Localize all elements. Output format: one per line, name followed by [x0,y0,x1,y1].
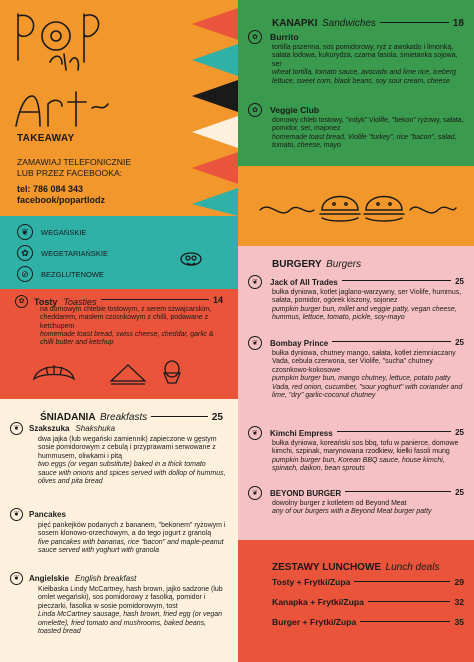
burger-item-pl: bułka dyniowa, kotlet jaglano-warzywny, ser Violife, hummus, sałata, pomidor, ogórek kiszony, sojonez [272,289,462,305]
burger-item-price: 25 [455,276,464,286]
burger-item-name: BEYOND BURGER [270,488,342,498]
leaf-icon: ❦ [248,275,262,289]
breakfast-item-name: Szakszuka [29,424,70,433]
breakfast-title: ŚNIADANIA [40,412,96,423]
sandwich-item-en: homemade toast bread, Violife "turkey", rice "bacon", salad, tomato, cheese, mayo [272,133,457,150]
burger-item-price: 25 [455,427,464,437]
burger-item-pl: bułka dyniowa, koreański sos bbq, tofu w panierce, domowe kimchi, szpinak, marynowana rzodkiew, kiełki fasoli mung [272,440,459,456]
takeaway-title: TAKEAWAY [17,133,75,144]
tosty-name: Tosty [34,296,58,307]
burger-item-en: any of our burgers with a Beyond Meat burger patty [272,508,432,516]
phone-number[interactable]: tel: 786 084 343 [17,184,84,194]
breakfast-item-name: Pancakes [29,510,66,519]
burger-item-price: 25 [455,487,464,497]
facebook-link[interactable]: facebook/popartlodz [17,195,106,205]
sandwiches-price: 18 [452,18,464,29]
burgers-panel [238,246,474,540]
breakfast-item-en: Linda McCartney sausage, hash brown, fried egg (or vegan omelette), fried tomato and mushrooms, baked beans, toasted bread [38,611,223,636]
breakfast-item-en: two eggs (or vegan substitute) baked in a thick tomato sauce with onions and spices served with dollop of hummus, olives and pita bread [38,461,226,486]
leaf-icon: ❦ [248,336,262,350]
vegetarian-icon: ✿ [15,295,28,308]
lunch-item [272,617,464,627]
legend-vegetarian: WEGETARIAŃSKIE [41,248,108,258]
breakfast-item-en: five pancakes with bananas, rice "bacon" and maple-peanut sauce served with yoghurt with granola [38,538,224,555]
sandwich-item-name: Burrito [270,32,299,42]
logo [10,8,130,130]
burger-illustration-panel [238,166,474,246]
legend-glutenfree: BEZGLUTENOWE [41,269,104,279]
burger-item [248,486,464,517]
lunch-item-price: 32 [454,597,464,607]
legend-vegan: WEGAŃSKIE [41,227,87,237]
lunch-item [272,577,464,587]
vegetarian-icon: ✿ [17,245,33,261]
burger-item-en: pumpkin burger bun, millet and veggie patty, vegan cheese, hummus, lettuce, tomato, pickle, soy-mayo [272,305,457,322]
breakfast-item [10,572,226,636]
leaf-icon: ❦ [248,426,262,440]
burgers-sub: Burgers [326,259,362,270]
lunch-panel [238,540,474,662]
takeaway-line1: ZAMAWIAJ TELEFONICZNIE [17,157,132,167]
leaf-icon: ❦ [248,486,262,500]
sandwiches-sub: Sandwiches [322,18,376,29]
burger-item [248,426,464,474]
lunch-item-price: 29 [454,577,464,587]
sandwich-item [248,30,466,86]
takeaway-line2: LUB PRZEZ FACEBOOKA: [17,168,123,178]
sandwiches-panel [238,0,474,166]
burger-item-name: Kimchi Empress [270,428,333,438]
breakfast-item-sub: English breakfast [75,574,137,583]
sandwich-item-name: Veggie Club [270,105,320,115]
breakfast-sub: Breakfasts [100,412,148,423]
leaf-icon: ❦ [17,224,33,240]
lunch-title: ZESTAWY LUNCHOWE [272,562,382,573]
sandwich-item-en: wheat tortilla, tomato sauce, avocado and lime rice, iceberg lettuce, sweet corn, black beans, soy sour cream, cheese [272,69,457,85]
breakfast-item-pl: dwa jajka (lub wegański zamiennik) zapieczone w gęstym sosie pomidorowym z cebulą i przyprawami serwowane z hummusem, oliwkami i pitą [38,436,217,460]
lunch-item-name: Burger + Frytki/Zupa [272,617,357,627]
decorative-triangles [178,0,238,400]
tosty-sub: Toasties [63,296,97,307]
leaf-icon: ❦ [10,572,23,585]
tosty-desc-en: homemade toast bread, swiss cheese, cheddar, garlic & chilli butter and ketchup [40,331,214,347]
burgers-doodle-icon [258,184,458,234]
lunch-item-name: Tosty + Frytki/Zupa [272,577,351,587]
lunch-item [272,597,464,607]
sandwiches-title: KANAPKI [272,18,318,29]
burger-item [248,336,464,400]
burgers-title: BURGERY [272,259,322,270]
lunch-item-price: 35 [454,617,464,627]
croissant-icon [30,359,78,387]
sandwich-item-pl: domowy chleb tostowy, "indyk" Violife, "bekon" ryżowy, sałata, pomidor, ser, majonez [272,117,464,133]
lunch-sub: Lunch deals [385,562,440,573]
breakfast-item-sub: Shakshuka [75,424,116,433]
burger-item-price: 25 [455,337,464,347]
burger-item [248,275,464,323]
breakfast-item-pl: pięć pankejków podanych z bananem, "bekonem" ryżowym i sosem klonowo-orzechowym, a do tego jogurt z granolą [38,522,226,538]
sandwich-item-pl: tortilla pszenna, sos pomidorowy, ryż z awokado i limonką, sałata lodowa, kukurydza, czarna fasola, śmietanka sojowa, ser [272,44,458,68]
burger-item-pl: bułka dyniowa, chutney mango, sałata, kotlet ziemniaczany Vada, cebula czerwona, ser Violife, "sucha" chutney czosnkowo-kokosowe [272,350,456,374]
breakfast-item-pl: Kiełbaska Lindy McCartney, hash brown, jajko sadzone (lub omlet wegański), sos pomidorowy z fasolką, pomidor i pieczarki, fasolka w sosie pomidorowym, tost [38,586,223,610]
burger-item-name: Bombay Prince [270,338,329,348]
burger-item-pl: dowolny burger z kotletem od Beyond Meat [272,500,407,507]
leaf-icon: ❦ [10,422,23,435]
burger-item-en: pumpkin burger bun, Korean BBQ sauce, house kimchi, spinach, daikon, bean sprouts [272,456,445,473]
tosty-price: 14 [212,295,223,305]
breakfast-panel [0,399,238,662]
wheat-crossed-icon: ⊘ [17,266,33,282]
sandwich-item [248,103,466,151]
vegetarian-icon: ✿ [248,30,262,44]
breakfast-price: 25 [211,412,223,423]
breakfast-item-name: Angielskie [29,574,70,583]
tosty-desc-pl: na domowym chlebie tostowym, z serem szwajcarskim, cheddarem, masłem czosnkowym z chilli, podawane z ketchupem [40,306,212,330]
breakfast-item [10,508,226,556]
leaf-icon: ❦ [10,508,23,521]
burger-item-name: Jack of All Trades [270,277,338,287]
sandwich-icon [108,361,148,387]
breakfast-item [10,422,226,486]
burger-item-en: pumpkin burger bun, mango chutney, lettuce, potato patty Vada, red onion, cucumber, "sour yoghurt" with coriander and lime, "dry" garlic-coconut chutney [272,375,463,400]
vegetarian-icon: ✿ [248,103,262,117]
lunch-item-name: Kanapka + Frytki/Zupa [272,597,364,607]
